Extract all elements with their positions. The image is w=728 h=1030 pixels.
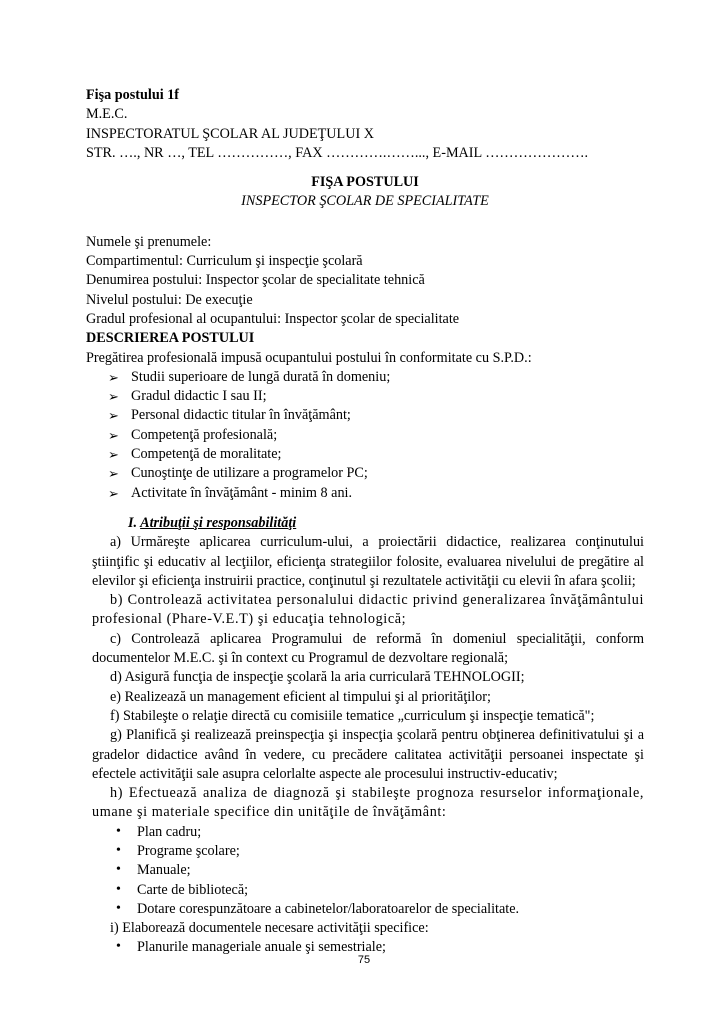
- description-heading: DESCRIEREA POSTULUI: [86, 330, 255, 347]
- item-b: b) Controlează activitatea personalului didactic privind generalizarea învăţământului profesional (Phare-V.E.T) şi educaţia tehnologică;: [92, 592, 644, 628]
- document-reference: Fişa postului 1f: [86, 87, 180, 103]
- page-number: 75: [357, 954, 371, 966]
- page-content: [86, 86, 644, 958]
- bullet-icon: •: [116, 842, 121, 858]
- list-item: • Plan cadru;: [116, 823, 202, 840]
- list-item: ➢ Personal didactic titular în învăţământ;: [108, 406, 644, 425]
- list-item: ➢ Studii superioare de lungă durată în domeniu;: [108, 368, 644, 387]
- list-item: • Programe şcolare;: [116, 842, 240, 859]
- list-item: ➢ Competenţă profesională;: [108, 426, 644, 445]
- item-h: h) Efectuează analiza de diagnoză şi stabileşte prognoza resurselor informaţionale, umane şi materiale specifice din unităţile de învăţământ:: [92, 785, 644, 821]
- ministry-name: M.E.C.: [86, 106, 128, 123]
- item-c: c) Controlează aplicarea Programului de reformă în domeniul specialităţii, conform documentelor M.E.C. şi în context cu Programul de dezvoltare regională;: [92, 630, 644, 667]
- arrow-bullet-icon: ➢: [108, 389, 119, 405]
- field-position-title: Denumirea postului: Inspector şcolar de specialitate tehnică: [86, 272, 425, 289]
- bullet-icon: •: [116, 881, 121, 897]
- position-fields: [86, 233, 644, 329]
- arrow-bullet-icon: ➢: [108, 369, 119, 385]
- section-heading: [86, 514, 644, 533]
- item-f: f) Stabileşte o relaţie directă cu comisiile tematice „curriculum şi inspecţie tematică";: [110, 707, 595, 724]
- list-item: • Manuale;: [116, 862, 191, 879]
- list-item: • Planurile manageriale anuale şi semestriale;: [116, 939, 386, 956]
- document-title-block: [86, 173, 644, 212]
- list-item: • Dotare corespunzătoare a cabinetelor/laboratoarelor de specialitate.: [116, 900, 520, 917]
- document-header: [86, 86, 644, 163]
- arrow-bullet-icon: ➢: [108, 485, 119, 501]
- bullet-icon: •: [116, 939, 121, 955]
- section-title: Atribuţii şi responsabilităţi: [140, 514, 297, 531]
- section-number: I.: [128, 514, 138, 531]
- list-item: ➢ Competenţă de moralitate;: [108, 445, 644, 464]
- document-title: FIŞA POSTULUI: [311, 174, 419, 191]
- description-intro: Pregătirea profesională impusă ocupantului postului în conformitate cu S.P.D.:: [86, 349, 532, 366]
- field-department: Compartimentul: Curriculum şi inspecţie şcolară: [86, 253, 363, 270]
- requirements-list: [86, 368, 644, 503]
- field-position-level: Nivelul postului: De execuţie: [86, 291, 253, 308]
- list-item: ➢ Activitate în învăţământ - minim 8 ani.: [108, 484, 644, 503]
- contact-address: STR. …., NR …, TEL ……………, FAX ………….……..., E-MAIL ………………….: [86, 144, 589, 161]
- field-professional-grade: Gradul profesional al ocupantului: Inspector şcolar de specialitate: [86, 310, 460, 327]
- arrow-bullet-icon: ➢: [108, 447, 119, 463]
- list-item: ➢ Gradul didactic I sau II;: [108, 387, 644, 406]
- institution-name: INSPECTORATUL ŞCOLAR AL JUDEŢULUI X: [86, 125, 374, 142]
- arrow-bullet-icon: ➢: [108, 466, 119, 482]
- arrow-bullet-icon: ➢: [108, 427, 119, 443]
- item-d: d) Asigură funcţia de inspecţie şcolară la aria curriculară TEHNOLOGII;: [110, 669, 525, 686]
- document-subtitle: INSPECTOR ŞCOLAR DE SPECIALITATE: [241, 193, 489, 210]
- bullet-icon: •: [116, 900, 121, 916]
- list-item: ➢ Cunoştinţe de utilizare a programelor PC;: [108, 464, 644, 483]
- item-e: e) Realizează un management eficient al timpului şi al priorităţilor;: [110, 688, 491, 705]
- bullet-icon: •: [116, 862, 121, 878]
- resources-list: [86, 823, 644, 919]
- item-a: a) Urmăreşte aplicarea curriculum-ului, a proiectării didactice, realizarea conţinutului ştiinţific şi educativ al lecţiilor, eficienţa strategiilor folosite, evaluarea nivelului de pregătire al elevilor şi eficienţa instruirii practice, conţinutul şi rezultatele activităţii cu elevii în afara şcolii;: [92, 534, 644, 589]
- item-g: g) Planifică şi realizează preinspecţia şi inspecţia şcolară pentru obţinerea definitivatului şi a gradelor didactice având în vedere, cu precădere calitatea activităţii persoanei inspectate şi efectele activităţii sale asupra celorlalte aspecte ale procesului instructiv-educativ;: [92, 727, 644, 782]
- bullet-icon: •: [116, 823, 121, 839]
- field-name: Numele şi prenumele:: [86, 233, 212, 250]
- item-i: i) Elaborează documentele necesare activităţii specifice:: [110, 920, 429, 937]
- list-item: • Carte de bibliotecă;: [116, 881, 249, 898]
- arrow-bullet-icon: ➢: [108, 408, 119, 424]
